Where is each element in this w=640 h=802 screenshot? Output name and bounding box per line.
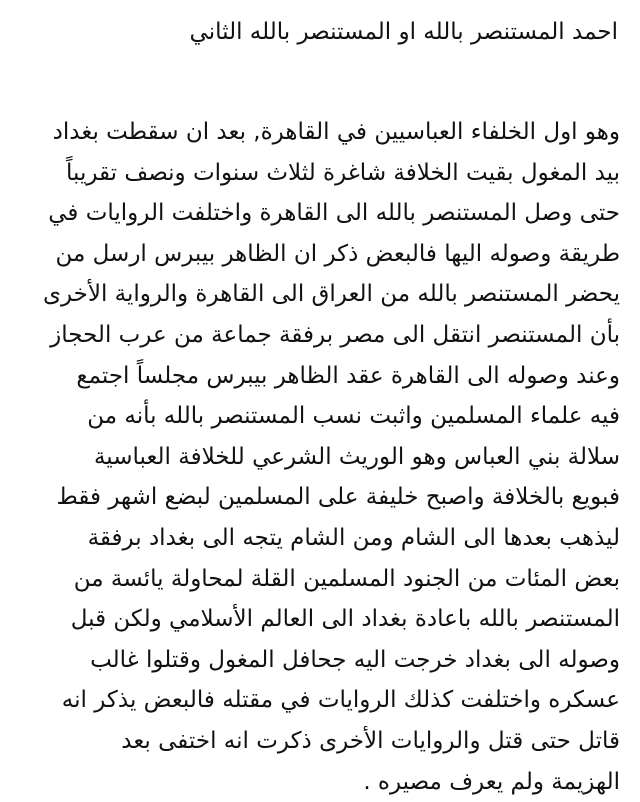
document-title: احمد المستنصر بالله او المستنصر بالله الثاني: [190, 12, 618, 52]
body-line: فيه علماء المسلمين واثبت نسب المستنصر بالله بأنه من: [10, 396, 620, 437]
body-line: قاتل حتى قتل والروايات الأخرى ذكرت انه اختفى بعد: [10, 721, 620, 762]
body-line: الهزيمة ولم يعرف مصيره .: [10, 762, 620, 802]
body-line: المستنصر بالله باعادة بغداد الى العالم الأسلامي ولكن قبل: [10, 599, 620, 640]
body-line: فبويع بالخلافة واصبح خليفة على المسلمين لبضع اشهر فقط: [10, 477, 620, 518]
body-line: بيد المغول بقيت الخلافة شاغرة لثلاث سنوات ونصف تقريباً: [10, 153, 620, 194]
body-line: وهو اول الخلفاء العباسيين في القاهرة, بعد ان سقطت بغداد: [10, 112, 620, 153]
body-line: وعند وصوله الى القاهرة عقد الظاهر بيبرس مجلساً اجتمع: [10, 356, 620, 397]
body-line: عسكره واختلفت كذلك الروايات في مقتله فالبعض يذكر انه: [10, 680, 620, 721]
document-body: [10, 112, 620, 802]
body-line: وصوله الى بغداد خرجت اليه جحافل المغول وقتلوا غالب: [10, 640, 620, 681]
body-line: سلالة بني العباس وهو الوريث الشرعي للخلافة العباسية: [10, 437, 620, 478]
body-line: حتى وصل المستنصر بالله الى القاهرة واختلفت الروايات في: [10, 193, 620, 234]
body-line: يحضر المستنصر بالله من العراق الى القاهرة والرواية الأخرى: [10, 274, 620, 315]
body-line: طريقة وصوله اليها فالبعض ذكر ان الظاهر بيبرس ارسل من: [10, 234, 620, 275]
body-line: ليذهب بعدها الى الشام ومن الشام يتجه الى بغداد برفقة: [10, 518, 620, 559]
body-line: بأن المستنصر انتقل الى مصر برفقة جماعة من عرب الحجاز: [10, 315, 620, 356]
body-line: بعض المئات من الجنود المسلمين القلة لمحاولة يائسة من: [10, 559, 620, 600]
